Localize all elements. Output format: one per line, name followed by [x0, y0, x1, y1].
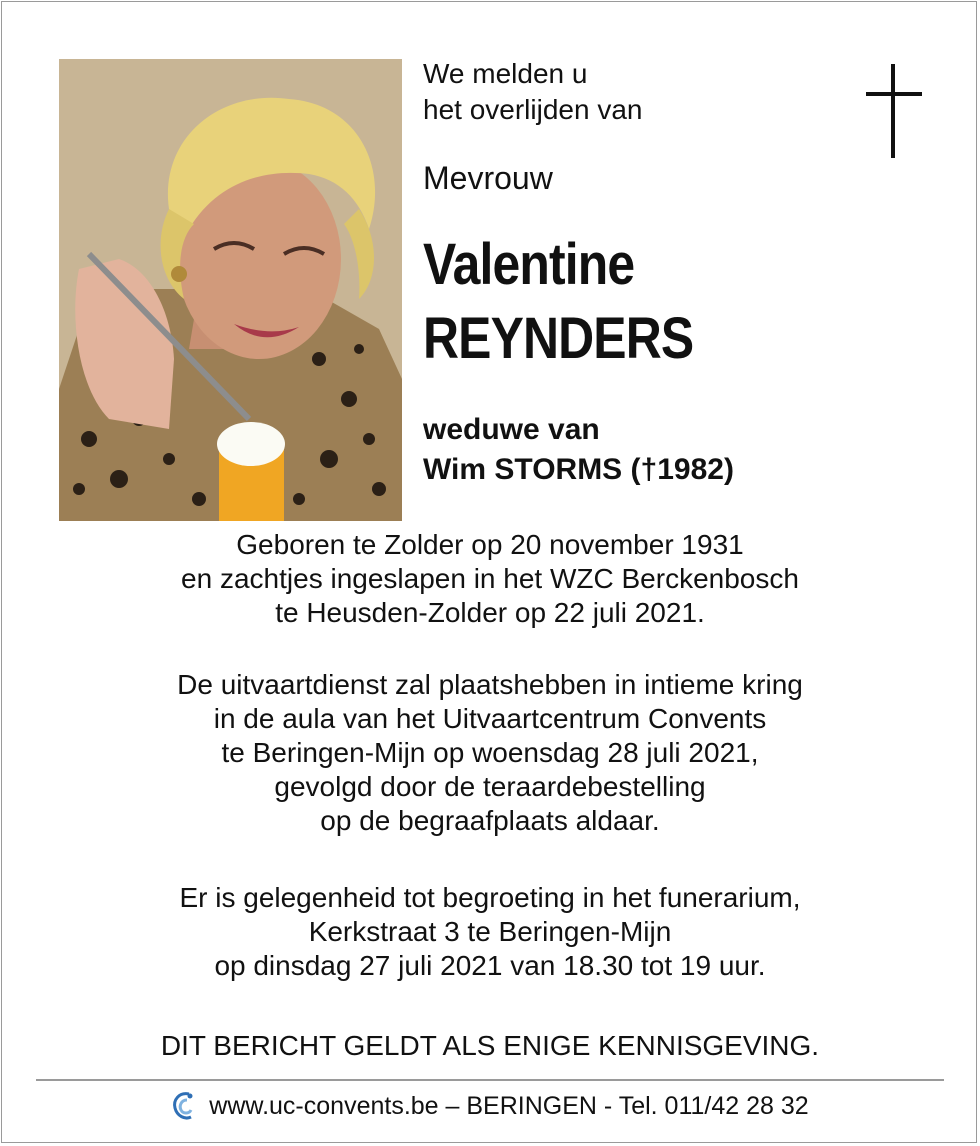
footer-divider	[36, 1079, 944, 1081]
service-line: De uitvaartdienst zal plaatshebben in intieme kring	[177, 669, 803, 700]
portrait-photo	[59, 59, 402, 521]
service-line: gevolgd door de teraardebestelling	[274, 771, 706, 802]
last-name: REYNDERS	[423, 306, 694, 371]
birth-paragraph	[0, 528, 980, 630]
intro-line-1: We melden u	[423, 58, 588, 89]
footer-contact[interactable]: www.uc-convents.be – BERINGEN - Tel. 011/42 28 32	[209, 1091, 809, 1120]
visit-paragraph	[0, 881, 980, 983]
deceased-name	[423, 228, 693, 376]
intro-line-2: het overlijden van	[423, 94, 643, 125]
spouse-line-2: Wim STORMS (†1982)	[423, 453, 734, 486]
service-line: te Beringen-Mijn op woensdag 28 juli 2021,	[221, 737, 759, 768]
spouse-info	[423, 410, 734, 490]
service-paragraph	[0, 668, 980, 838]
uc-convents-logo-icon	[171, 1090, 197, 1122]
birth-line: te Heusden-Zolder op 22 juli 2021.	[275, 597, 705, 628]
first-name: Valentine	[423, 232, 635, 297]
visit-line: Er is gelegenheid tot begroeting in het funerarium,	[179, 882, 801, 913]
service-line: in de aula van het Uitvaartcentrum Convents	[213, 703, 767, 734]
birth-line: Geboren te Zolder op 20 november 1931	[236, 529, 744, 560]
cross-icon	[866, 64, 922, 158]
visit-line: op dinsdag 27 juli 2021 van 18.30 tot 19 uur.	[214, 950, 766, 981]
official-notice: DIT BERICHT GELDT ALS ENIGE KENNISGEVING.	[160, 1030, 820, 1061]
visit-line: Kerkstraat 3 te Beringen-Mijn	[308, 916, 672, 947]
service-line: op de begraafplaats aldaar.	[320, 805, 660, 836]
spouse-line-1: weduwe van	[423, 413, 600, 446]
honorific: Mevrouw	[423, 160, 553, 196]
footer	[0, 1090, 980, 1122]
announcement-intro	[423, 56, 642, 128]
birth-line: en zachtjes ingeslapen in het WZC Berckenbosch	[181, 563, 799, 594]
